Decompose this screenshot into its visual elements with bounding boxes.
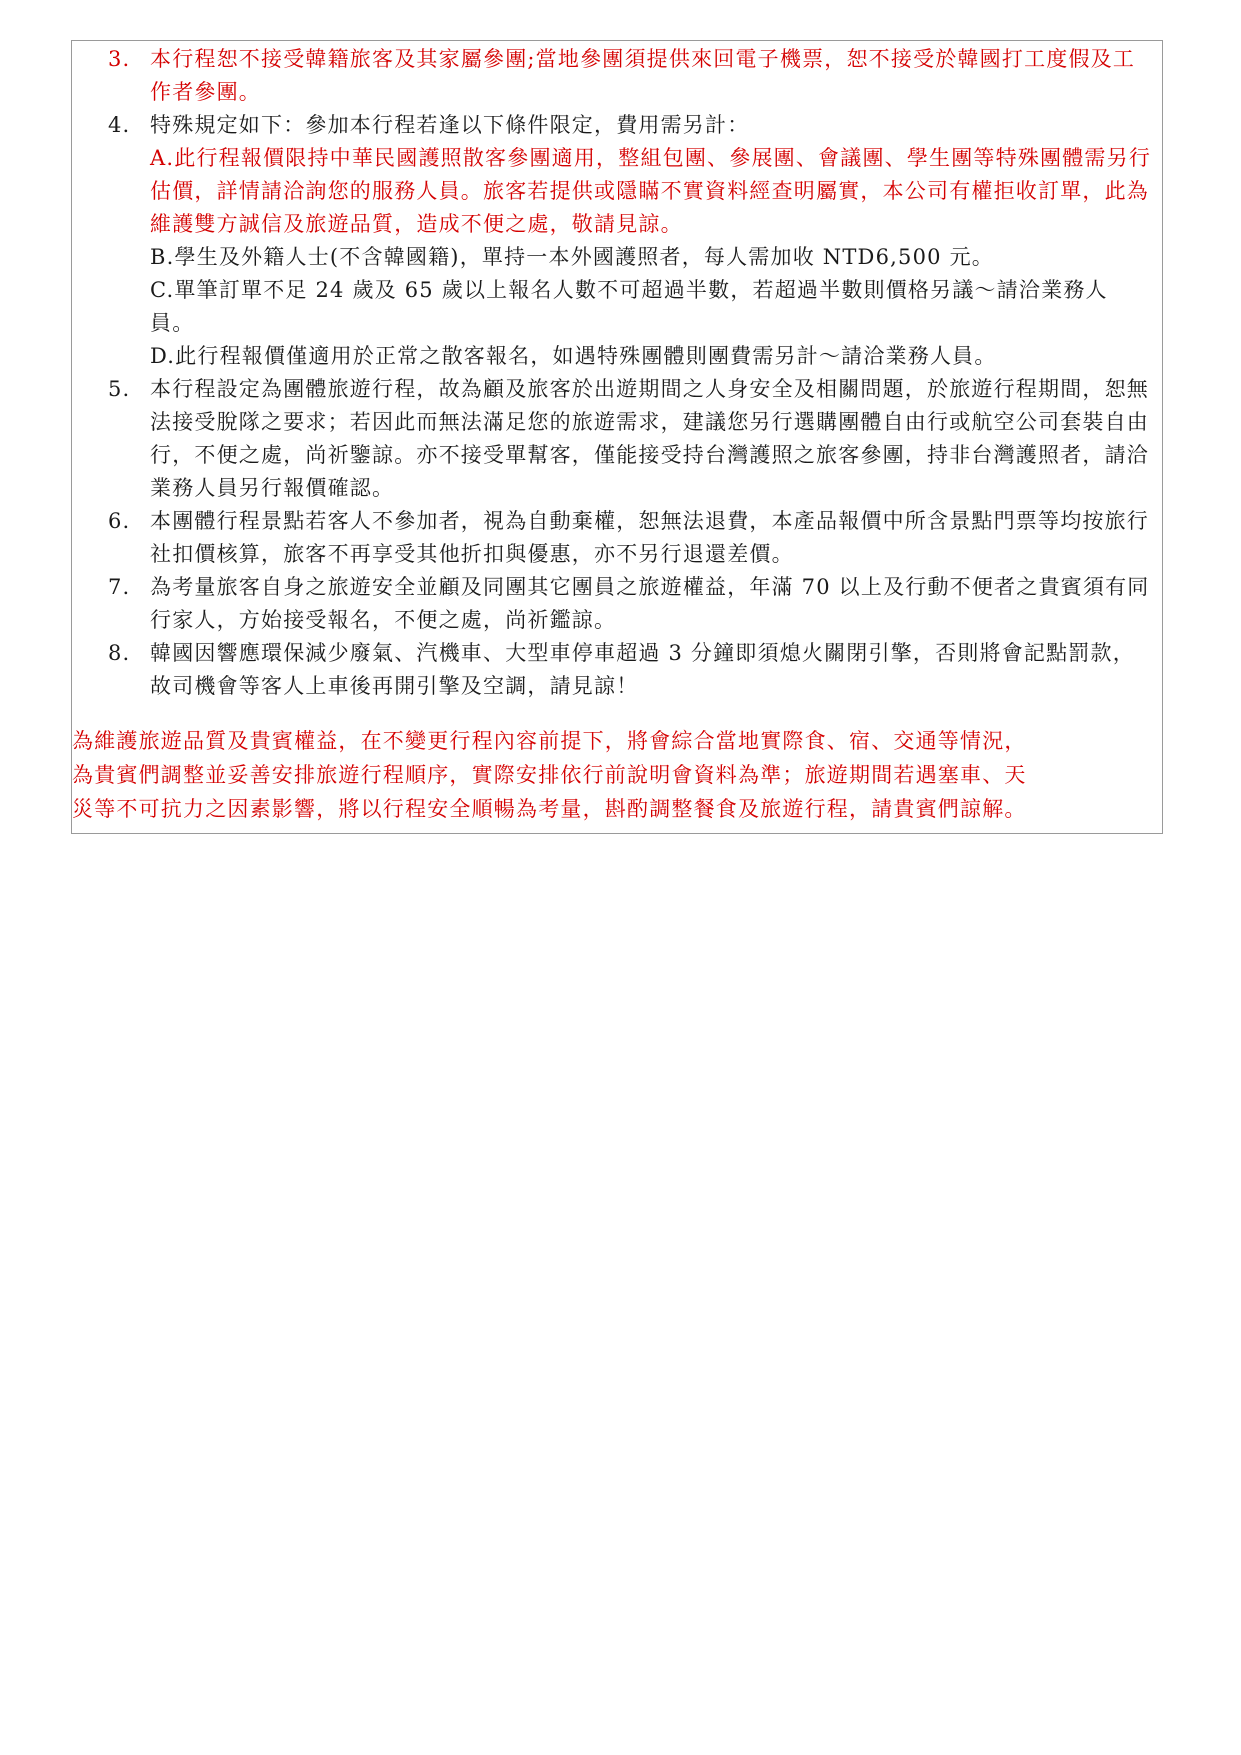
list-item: [108, 43, 1152, 109]
list-item: [108, 505, 1152, 571]
item-text: 本團體行程景點若客人不參加者，視為自動棄權，恕無法退費，本產品報價中所含景點門票等均按旅行社扣價核算，旅客不再享受其他折扣與優惠，亦不另行退還差價。: [150, 509, 1149, 566]
item-text: 本行程恕不接受韓籍旅客及其家屬參團;當地參團須提供來回電子機票，恕不接受於韓國打工度假及工作者參團。: [150, 47, 1136, 104]
list-item: [108, 373, 1152, 505]
footer-line: 為維護旅遊品質及貴賓權益，在不變更行程內容前提下，將會綜合當地實際食、宿、交通等情況，: [72, 729, 1027, 753]
item-number: 7.: [108, 575, 131, 599]
list-item: [108, 571, 1152, 637]
item-text: 特殊規定如下：參加本行程若逢以下條件限定，費用需另計：: [150, 113, 750, 137]
item-text: 韓國因響應環保減少廢氣、汽機車、大型車停車超過 3 分鐘即須熄火關閉引擎，否則將會記點罰款，故司機會等客人上車後再開引擎及空調，請見諒！: [150, 641, 1135, 698]
list-item: [108, 109, 1152, 373]
list-item: [108, 637, 1152, 703]
item-text: 為考量旅客自身之旅遊安全並顧及同團其它團員之旅遊權益，年滿 70 以上及行動不便者之貴賓須有同行家人，方始接受報名，不便之處，尚祈鑑諒。: [150, 575, 1150, 632]
sub-item: C.單筆訂單不足 24 歲及 65 歲以上報名人數不可超過半數，若超過半數則價格另議～請洽業務人員。: [150, 278, 1108, 335]
item-number: 6.: [108, 509, 131, 533]
item-number: 3.: [108, 47, 131, 71]
footer-notice: [72, 724, 1162, 826]
sub-item: A.此行程報價限持中華民國護照散客參團適用，整組包團、參展團、會議團、學生團等特殊團體需另行估價，詳情請洽詢您的服務人員。旅客若提供或隱瞞不實資料經查明屬實，本公司有權拒收訂單，此為維護雙方誠信及旅遊品質，造成不便之處，敬請見諒。: [150, 146, 1152, 236]
sub-item: B.學生及外籍人士(不含韓國籍)，單持一本外國護照者，每人需加收 NTD6,500 元。: [150, 245, 994, 269]
footer-line: 為貴賓們調整並妥善安排旅遊行程順序，實際安排依行前說明會資料為準；旅遊期間若遇塞車、天: [72, 763, 1027, 787]
notice-box: [71, 40, 1163, 834]
item-text: 本行程設定為團體旅遊行程，故為顧及旅客於出遊期間之人身安全及相關問題，於旅遊行程期間，恕無法接受脫隊之要求；若因此而無法滿足您的旅遊需求，建議您另行選購團體自由行或航空公司套裝自由行，不便之處，尚祈鑒諒。亦不接受單幫客，僅能接受持台灣護照之旅客參團，持非台灣護照者，請洽業務人員另行報價確認。: [150, 377, 1149, 500]
sub-item: D.此行程報價僅適用於正常之散客報名，如遇特殊團體則團費需另計～請洽業務人員。: [150, 344, 997, 368]
footer-line: 災等不可抗力之因素影響，將以行程安全順暢為考量，斟酌調整餐食及旅遊行程，請貴賓們諒解。: [72, 797, 1027, 821]
terms-list: [108, 43, 1152, 703]
item-number: 4.: [108, 113, 131, 137]
item-number: 8.: [108, 641, 131, 665]
item-number: 5.: [108, 377, 131, 401]
